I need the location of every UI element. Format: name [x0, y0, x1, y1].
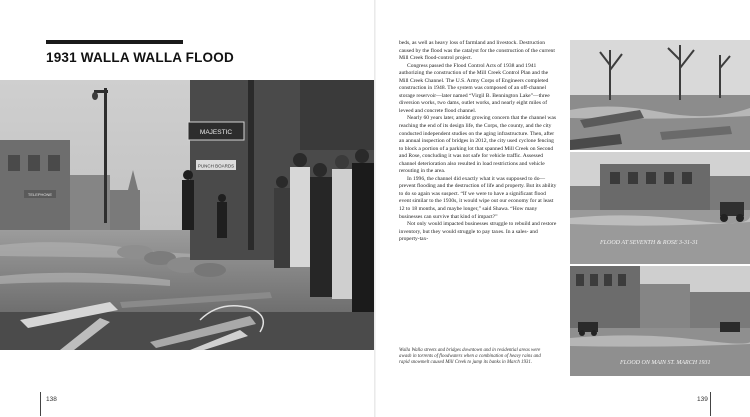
right-folio-rule: [710, 392, 711, 416]
body-paragraph: Congress passed the Flood Control Acts of 1938 and 1941 authorizing the construction of the Mill Creek Control Plan and the Mill Creek Channel. The U.S. Army Corps of Engineers completed construction in 1948. The system was composed of an off-channel storage reservoir—later named “Virgil B. Bennington Lake”—three diversion works, two dams, outlet works, and nearly eight miles of leveed and concrete flood channel.: [399, 62, 550, 114]
photo-2-handwriting: FLOOD AT SEVENTH & ROSE 3-31-31: [600, 240, 699, 246]
flood-photo-seventh-rose: [570, 152, 750, 264]
chapter-title: 1931 WALLA WALLA FLOOD: [46, 50, 234, 65]
body-text-column: [399, 40, 559, 244]
photo-3-handwriting: FLOOD ON MAIN ST. MARCH 1931: [620, 360, 711, 366]
telephone-sign: TELEPHONE: [27, 192, 53, 197]
photo-caption: Walla Walla streets and bridges downtown and in residential areas were awash in torrents of floodwaters when a combination of heavy rains and rapid snowmelt caused Mill Creek to jump its banks in March 1931.: [399, 348, 541, 366]
right-page-number: 139: [697, 396, 708, 403]
left-page-number: 138: [46, 396, 57, 403]
body-paragraph: Nearly 60 years later, amidst growing concern that the channel was reaching the end of its design life, the Corps, the county, and the city conducted independent studies on the aging infrastructure. Then, after an annual inspection of bridges in 2012, the city used cyclone fencing to block a portion of a parking lot that spanned Mill Creek on Second and Rose, concluding it was not safe for vehicle traffic. Assessed channel deterioration also resulted in load restrictions and vehicle rerouting in the area.: [399, 115, 557, 175]
left-folio-rule: [40, 392, 41, 416]
majestic-sign: MAJESTIC: [199, 129, 233, 136]
flood-photo-trees: [570, 40, 750, 150]
title-rule: [46, 40, 183, 44]
body-paragraph: In 1996, the channel did exactly what it was supposed to do—prevent flooding and the destruction of life and property. But its ability to do so again was suspect. “If we were to have a significant flood event similar to the 1930s, it would wipe out our economy for at least 12 to 18 months, and maybe longer,” said Shawa. “How many businesses can survive that kind of impact?”: [399, 175, 557, 220]
punch-boards-sign: PUNCH BOARDS: [197, 163, 235, 169]
flood-photo-main-street: [570, 266, 750, 376]
main-flood-photo: [0, 80, 374, 350]
body-paragraph: beds, as well as heavy loss of farmland and livestock. Destruction caused by the flood was the catalyst for the construction of the current Mill Creek flood-control project.: [399, 40, 555, 62]
gutter: [374, 0, 376, 417]
body-paragraph: Not only would impacted businesses struggle to rebuild and restore inventory, but they would struggle to pay taxes. In a sales- and property-tax-: [399, 221, 557, 243]
